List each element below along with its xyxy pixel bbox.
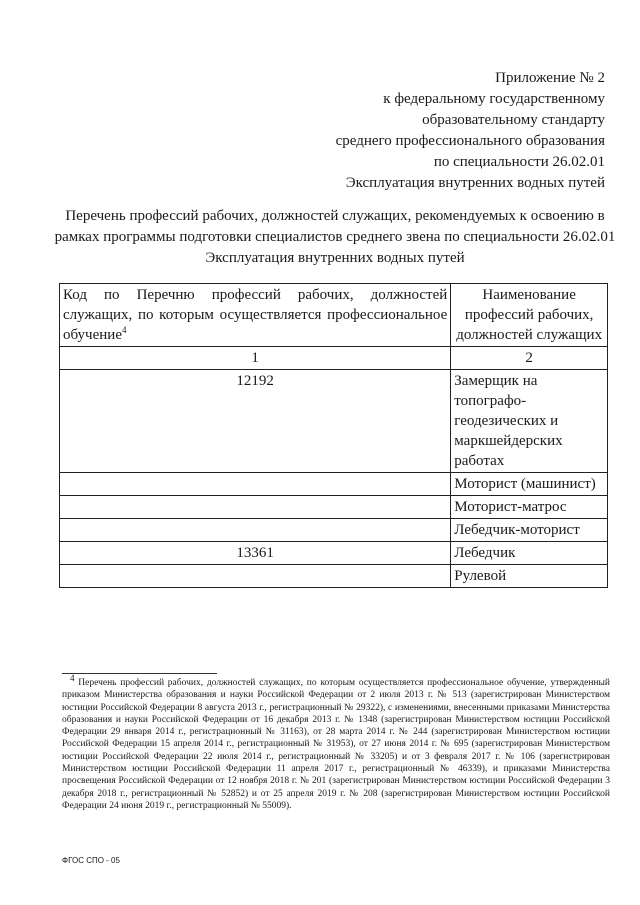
profession-name: Моторист (машинист) bbox=[451, 473, 608, 496]
column-number-2: 2 bbox=[451, 347, 608, 370]
table-row bbox=[60, 565, 608, 588]
profession-name: Рулевой bbox=[451, 565, 608, 588]
footnote-divider bbox=[62, 673, 217, 674]
appendix-line: по специальности 26.02.01 bbox=[433, 154, 605, 170]
header-name-cell: Наименование профессий рабочих, должностей служащих bbox=[451, 284, 608, 347]
table-header-row bbox=[60, 284, 608, 347]
table-row bbox=[60, 542, 608, 565]
footnote-ref: 4 bbox=[121, 325, 127, 335]
footnote-mark: 4 bbox=[70, 672, 75, 683]
appendix-header bbox=[285, 68, 605, 194]
profession-name: Лебедчик bbox=[451, 542, 608, 565]
footnote-text: Перечень профессий рабочих, должностей служащих, по которым осуществляется профессиональное обучение, утвержденный приказом Министерства образования и науки Российской Федерации от 2 июля 2013 г. № 513 (зарегистрирован Министерством юстиции Российской Федерации 8 августа 2013 г., регистрационный № 29322), с изменениями, внесенными приказами Министерства образования и науки Российской Федерации от 16 декабря 2013 г. № 1348 (зарегистрирован Министерством юстиции Российской Федерации 29 января 2014 г., регистрационный № 31163), от 28 марта 2014 г. № 244 (зарегистрирован Министерством юстиции Российской Федерации 15 апреля 2014 г., регистрационный № 31953), от 27 июня 2014 г. № 695 (зарегистрирован Министерством юстиции Российской Федерации 22 июля 2014 г., регистрационный № 33205) и от 3 февраля 2017 г. № 106 (зарегистрирован Министерством юстиции Российской Федерации 11 апреля 2017 г., регистрационный № 46339), и приказами Министерства просвещения Российской Федерации от 12 ноября 2018 г. № 201 (зарегистрирован Министерством юстиции Российской Федерации 3 декабря 2018 г., регистрационный № 52852) и от 25 апреля 2019 г. № 208 (зарегистрирован Министерством юстиции Российской Федерации 24 июня 2019 г., регистрационный № 55009). bbox=[62, 678, 610, 811]
footnote bbox=[62, 672, 610, 812]
profession-code bbox=[60, 519, 451, 542]
profession-name: Замерщик на топографо-геодезических и маркшейдерских работах bbox=[451, 370, 608, 473]
profession-name: Лебедчик-моторист bbox=[451, 519, 608, 542]
footer-code: ФГОС СПО - 05 bbox=[62, 856, 120, 865]
table-row bbox=[60, 473, 608, 496]
header-code-text: Код по Перечню профессий рабочих, должностей служащих, по которым осуществляется профессиональное обучение bbox=[63, 287, 448, 343]
appendix-line: среднего профессионального образования bbox=[335, 133, 605, 149]
profession-code bbox=[60, 565, 451, 588]
table-row bbox=[60, 496, 608, 519]
header-code-cell bbox=[60, 284, 451, 347]
table-row bbox=[60, 519, 608, 542]
profession-name: Моторист-матрос bbox=[451, 496, 608, 519]
list-heading: Перечень профессий рабочих, должностей служащих, рекомендуемых к освоению в рамках программы подготовки специалистов среднего звена по специальности 26.02.01 Эксплуатация внутренних водных путей bbox=[54, 208, 616, 266]
professions-table bbox=[59, 283, 608, 588]
table-row bbox=[60, 370, 608, 473]
profession-code: 13361 bbox=[60, 542, 451, 565]
profession-code bbox=[60, 496, 451, 519]
column-number-row bbox=[60, 347, 608, 370]
column-number-1: 1 bbox=[60, 347, 451, 370]
profession-code bbox=[60, 473, 451, 496]
appendix-line: Эксплуатация внутренних водных путей bbox=[345, 175, 605, 191]
profession-code: 12192 bbox=[60, 370, 451, 473]
appendix-line: образовательному стандарту bbox=[422, 112, 605, 128]
appendix-line: Приложение № 2 bbox=[495, 70, 605, 86]
appendix-line: к федеральному государственному bbox=[383, 91, 605, 107]
